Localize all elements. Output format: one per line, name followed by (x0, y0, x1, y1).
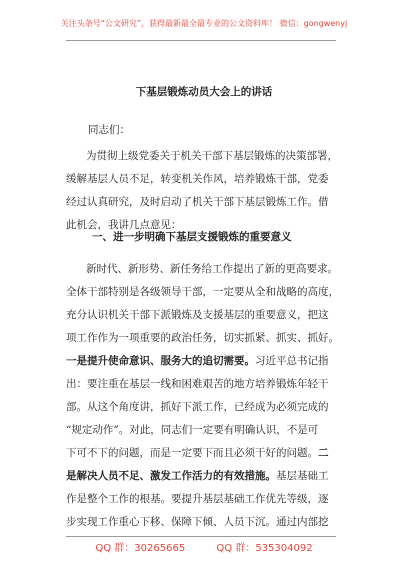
bold-phrase: 二 (318, 447, 329, 459)
qq-footer (0, 539, 408, 554)
text-span: 基层基础工 (276, 470, 329, 482)
salutation: 同志们： (88, 124, 130, 136)
qq-group-1: QQ 群：30265665 (95, 543, 186, 554)
paragraph-line: 出：要注重在基层一线和困难艰苦的地方培养锻炼年轻干 (66, 378, 329, 390)
header-divider (66, 40, 336, 41)
paragraph-line (66, 350, 348, 373)
paragraph-line: 步实现工作重心下移、保障下倾、人员下沉。通过内部挖 (66, 516, 329, 528)
paragraph-line: 作是整个工作的根基。要提升基层基础工作优先等级，逐 (66, 493, 329, 505)
body-paragraph (66, 258, 348, 534)
bold-phrase: 一是提升使命意识、服务大的追切需要。 (66, 355, 255, 367)
paragraph-line (66, 465, 348, 488)
paragraph-line: 新时代、新形势、新任务给工作提出了新的更高要求。 (86, 263, 338, 275)
paragraph-line: 充分认识机关干部下派锻炼及支援基层的重要意义，把这 (66, 309, 329, 321)
paragraph-line: 缓解基层人员不足，转变机关作风，培养锻炼干部，党委 (66, 173, 329, 185)
document-title: 下基层锻炼动员大会上的讲话 (135, 86, 273, 98)
promo-header: 关注头条号“公文研究”，获得最新最全最专业的公文资料库！ 微信：gongwenyj (60, 19, 348, 28)
intro-paragraph (66, 145, 348, 237)
paragraph-line: 部。从这个角度讲，抓好下派工作，已经成为必须完成的 (66, 401, 329, 413)
bold-phrase: 是解决人员不足、激发工作活力的有效措施。 (66, 470, 276, 482)
footer-divider (66, 536, 336, 537)
paragraph-line: 项工作作为一项重要的政治任务，切实抓紧、抓实、抓好。 (66, 332, 339, 344)
paragraph-line: 全体干部特别是各级领导干部，一定要从全和战略的高度， (66, 286, 339, 298)
paragraph-line: 此机会，我讲几点意见： (66, 219, 182, 231)
paragraph-line: “规定动作”。对此，同志们一定要有明确认识，不是可 (66, 424, 319, 436)
paragraph-line: 经过认真研究，及时启动了机关干部下基层锻炼工作。借 (66, 196, 329, 208)
paragraph-line: 为贯彻上级党委关于机关干部下基层锻炼的决策部署， (86, 150, 338, 162)
text-span: 习近平总书记指 (255, 355, 329, 367)
qq-group-2: QQ 群：535304092 (216, 543, 313, 554)
section-heading: 一、进一步明确下基层支援锻炼的重要意义 (92, 231, 292, 243)
text-span: 下可不下的问题，而是一定要下而且必须干好的问题。 (66, 447, 318, 459)
paragraph-line (66, 442, 348, 465)
